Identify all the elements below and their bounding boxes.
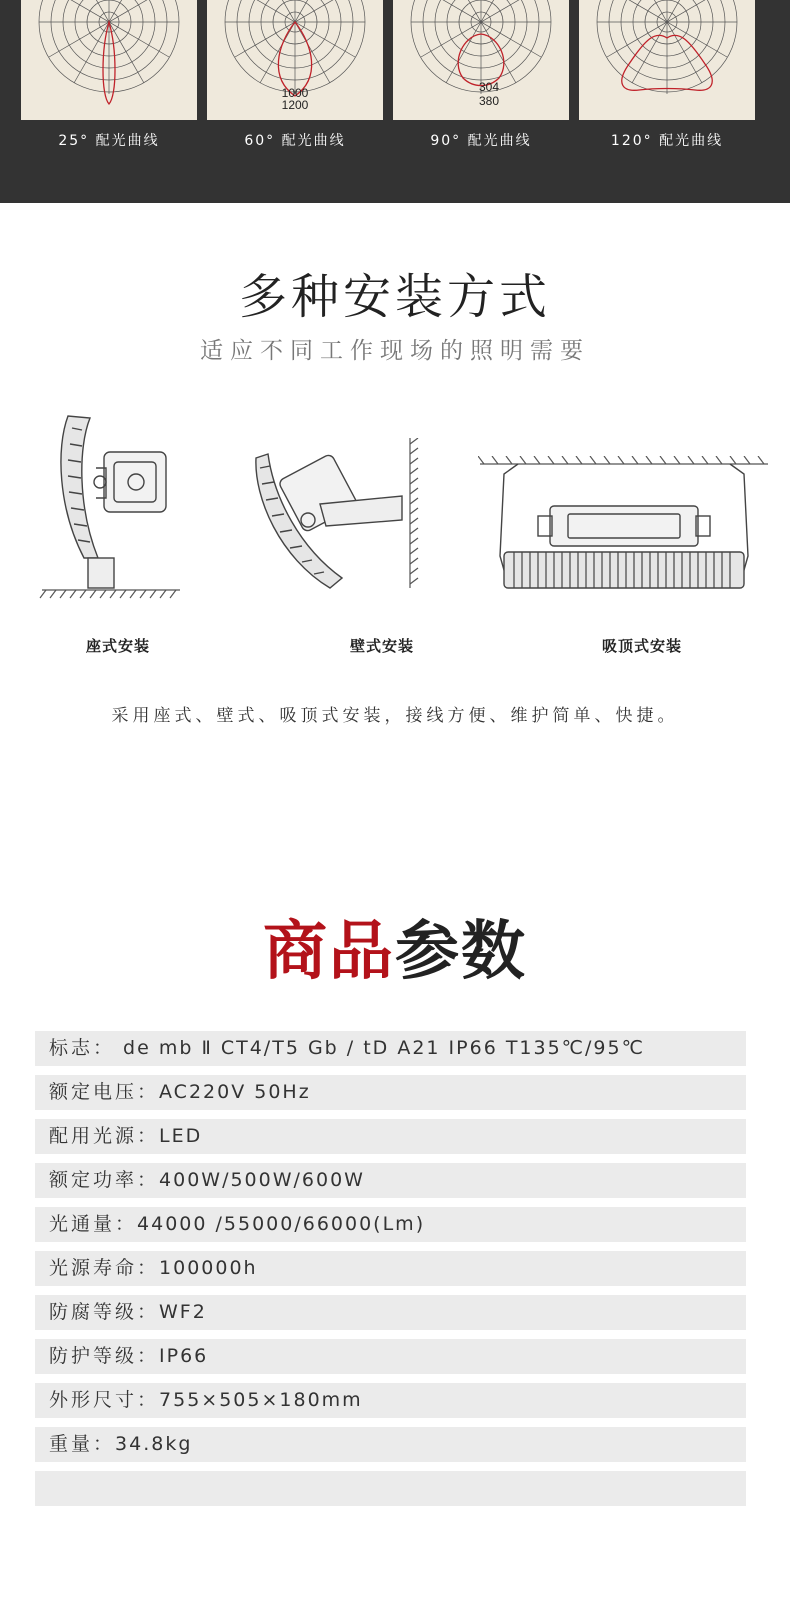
param-row-anticorrosion: 防腐等级：WF2 [35,1295,746,1330]
curve-chart-120 [579,0,755,120]
polar-grid-25-icon [21,0,197,120]
seat-mount-illustration [38,408,188,608]
install-section-title: 多种安装方式 [238,269,551,325]
params-section-title [0,900,790,992]
polar-grid-60-icon [207,0,383,120]
curve-chart-60 [207,0,383,120]
curve-caption-120: 120° 配光曲线 [610,133,724,149]
curve-caption-25: 25° 配光曲线 [58,133,160,149]
param-row-weight: 重量：34.8kg [35,1427,746,1462]
params-title-rest: 参数 [395,915,527,989]
curve-chart-90 [393,0,569,120]
ceiling-mount-illustration [478,456,770,606]
param-row-empty [35,1471,746,1506]
param-row-dimensions: 外形尺寸：755×505×180mm [35,1383,746,1418]
param-row-power: 额定功率：400W/500W/600W [35,1163,746,1198]
param-row-protection: 防护等级：IP66 [35,1339,746,1374]
curve-caption-60: 60° 配光曲线 [244,133,346,149]
params-title-accent: 商品 [263,915,395,989]
param-row-voltage: 额定电压：AC220V 50Hz [35,1075,746,1110]
param-row-lifetime: 光源寿命：100000h [35,1251,746,1286]
install-description: 采用座式、壁式、吸顶式安装，接线方便、维护简单、快捷。 [111,706,679,726]
param-row-luminous-flux: 光通量：44000 /55000/66000(Lm) [35,1207,746,1242]
light-distribution-band [0,0,790,203]
curve-chart-25 [21,0,197,120]
install-section-subtitle: 适应不同工作现场的照明需要 [200,338,590,364]
polar-grid-120-icon [579,0,755,120]
curve-label-1000: 1000 [281,86,309,100]
curve-label-304: 304 [478,80,500,94]
install-label-seat: 座式安装 [85,637,150,655]
param-row-light-source: 配用光源：LED [35,1119,746,1154]
curve-label-380: 380 [478,94,500,108]
curve-label-1200: 1200 [281,98,309,112]
install-label-ceiling: 吸顶式安装 [601,637,682,655]
param-row-marking: 标志： de mb Ⅱ CT4/T5 Gb / tD A21 IP66 T135℃/95℃ [35,1031,746,1066]
polar-grid-90-icon [393,0,569,120]
wall-mount-illustration [250,438,430,598]
install-label-wall: 壁式安装 [349,637,414,655]
curve-caption-90: 90° 配光曲线 [430,133,532,149]
